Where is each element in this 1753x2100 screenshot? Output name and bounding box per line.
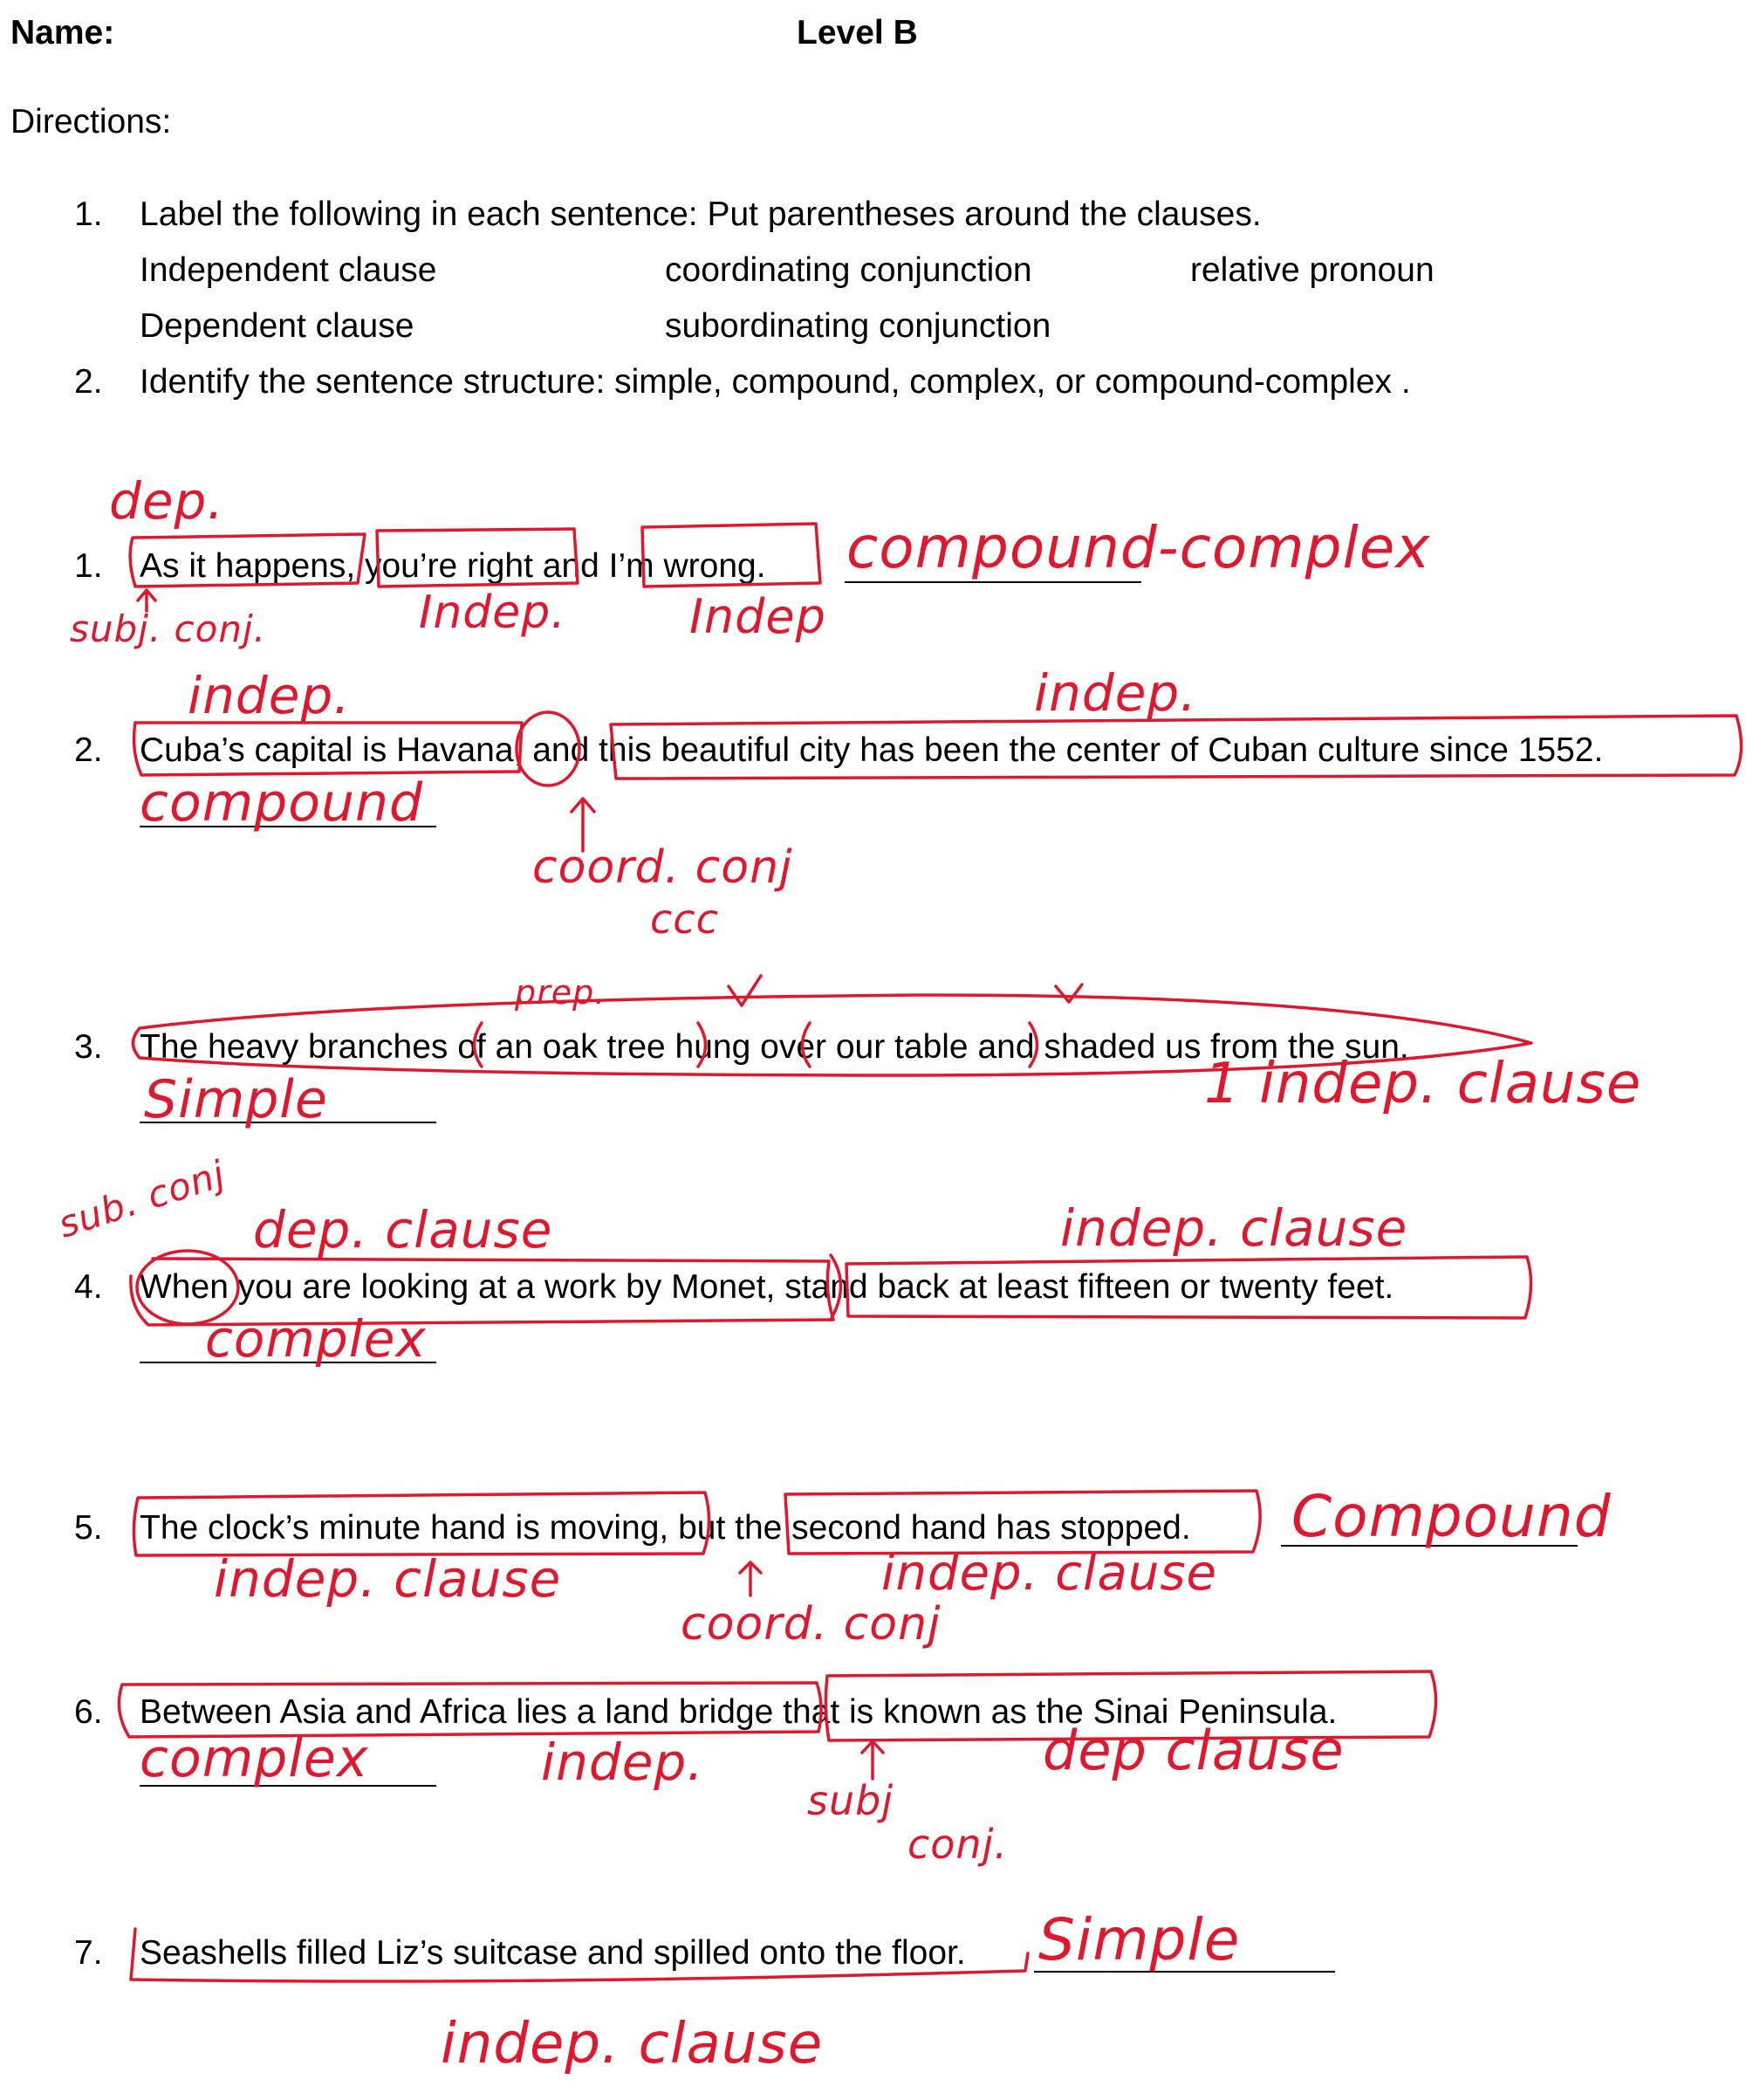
hw-s2-ccc: ccc [650,896,719,943]
s2-and-circle [517,712,579,786]
hw-s5-indep-clause-1: indep. clause [214,1549,562,1609]
hw-s1-dep: dep. [109,471,224,531]
s2-clause-box-1 [134,723,522,775]
s1-clause-box-2 [377,529,578,587]
name-label: Name: [10,14,115,51]
sentence-7-text: Seashells filled Liz’s suitcase and spilled onto the floor. [140,1934,966,1972]
sentence-3-text: The heavy branches of an oak tree hung over our table and shaded us from the sun. [140,1028,1409,1066]
sentence-2-text: Cuba’s capital is Havana, and this beautiful city has been the center of Cuban culture since 1552. [140,731,1604,769]
sentence-3-number: 3. [74,1028,103,1066]
direction-1-number: 1. [74,196,103,233]
s2-clause-box-2 [611,716,1742,779]
hw-s1-subj-conj: subj. conj. [70,607,266,650]
sentence-7-number: 7. [74,1934,103,1972]
directions-heading: Directions: [10,103,172,141]
hw-s4-dep-clause: dep. clause [253,1200,553,1259]
direction-2-number: 2. [74,363,103,401]
hw-s2-indep-1: indep. [188,666,351,725]
term-dependent-clause: Dependent clause [140,307,414,345]
s3-check-1 [729,976,761,1005]
sentence-4-text: When you are looking at a work by Monet, stand back at least fifteen or twenty feet. [140,1268,1394,1306]
hw-s1-indep-2: Indep [689,589,826,644]
s3-paren-close-2 [1030,1023,1037,1067]
term-coordinating-conjunction: coordinating conjunction [665,251,1032,289]
hw-s3-answer: Simple [144,1069,328,1130]
hw-s7-indep-clause: indep. clause [441,2012,824,2076]
hw-s4-answer: complex [205,1309,427,1369]
hw-s6-indep: indep. [541,1733,704,1792]
s3-paren-close-1 [698,1023,706,1067]
hw-s6-subj: subj [807,1777,894,1824]
sentence-5-number: 5. [74,1509,103,1547]
s3-paren-open-1 [475,1023,483,1067]
hw-s4-sub-conj: sub. conj [52,1152,231,1246]
level-label: Level B [797,14,918,51]
hw-s2-answer: compound [140,772,424,834]
sentence-5-text: The clock’s minute hand is moving, but the second hand has stopped. [140,1509,1191,1547]
s4-indep-clause-box [846,1257,1531,1318]
hw-s6-dep-clause: dep clause [1043,1719,1345,1782]
hw-s5-answer: Compound [1291,1483,1612,1550]
hw-s5-coord-conj: coord. conj [681,1598,942,1650]
hw-s5-indep-clause-2: indep. clause [881,1545,1217,1602]
sentence-6-text: Between Asia and Africa lies a land bridge that is known as the Sinai Peninsula. [140,1693,1338,1731]
sentence-2-number: 2. [74,731,103,769]
direction-2-text: Identify the sentence structure: simple, compound, complex, or compound-complex . [140,363,1411,401]
term-independent-clause: Independent clause [140,251,437,289]
s6-arrow [862,1741,883,1779]
s1-clause-box-3 [642,524,820,587]
hw-s3-prep: prep. [515,973,606,1012]
sentence-1-number: 1. [74,547,103,585]
hw-s2-indep-2: indep. [1034,663,1197,723]
hw-s1-answer: compound-complex [846,514,1431,581]
s5-clause-box-1 [134,1493,709,1555]
s1-clause-box-1 [130,534,365,587]
hw-s3-note: 1 indep. clause [1204,1052,1642,1116]
hw-s7-answer: Simple [1038,1906,1241,1973]
s3-check-2 [1056,985,1082,1002]
hw-s2-coord-conj: coord. conj [532,841,793,894]
hw-s1-indep-1: Indep. [419,587,566,639]
s7-clause-bracket [131,1929,1028,1981]
term-relative-pronoun: relative pronoun [1190,251,1435,289]
sentence-4-number: 4. [74,1268,103,1306]
sentence-1-text: As it happens, you’re right and I’m wrong. [140,547,766,585]
s3-paren-open-2 [803,1023,811,1067]
term-subordinating-conjunction: subordinating conjunction [665,307,1051,345]
hw-s4-indep-clause: indep. clause [1060,1198,1408,1258]
direction-1-text: Label the following in each sentence: Put parentheses around the clauses. [140,196,1262,233]
sentence-6-number: 6. [74,1693,103,1731]
s5-arrow [740,1562,761,1596]
hw-s6-answer: complex [140,1728,369,1789]
hw-s6-conj: conj. [907,1821,1008,1868]
